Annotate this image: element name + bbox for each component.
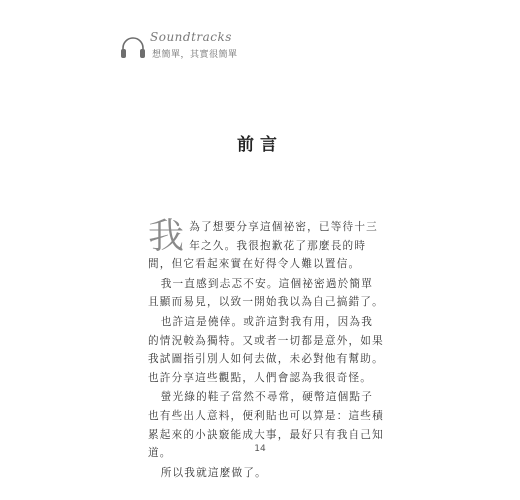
chapter-title: 前言 (237, 135, 283, 155)
page-number: 14 (254, 444, 266, 454)
headphones-icon (120, 36, 146, 60)
drop-cap: 我 (148, 216, 186, 257)
running-header (120, 30, 260, 66)
paragraph-5: 所以我就這麼做了。 (160, 466, 267, 479)
header-script-title: Soundtracks (150, 30, 232, 44)
paragraph-4: 螢光綠的鞋子當然不尋常，硬幣這個點子也有些出人意料，便利貼也可以算是：這些積累起來的小訣竅能成大事，最好只有我自己知道。 (148, 391, 384, 460)
paragraph-1 (148, 218, 384, 274)
paragraph-1-text: 為了想要分享這個祕密，已等待十三年之久。我很抱歉花了那麼長的時間，但它看起來實在好得令人難以置信。 (148, 221, 378, 271)
header-subtitle: 想簡單，其實很簡單 (152, 50, 238, 60)
paragraph-3: 也許這是僥倖。或許這對我有用，因為我的情況較為獨特。又或者一切都是意外，如果我試圖指引別人如何去做，未必對他有幫助。也許分享這些觀點，人們會認為我很奇怪。 (148, 315, 384, 384)
paragraph-2: 我一直感到忐忑不安。這個祕密過於簡單且顯而易見，以致一開始我以為自己搞錯了。 (148, 277, 384, 309)
